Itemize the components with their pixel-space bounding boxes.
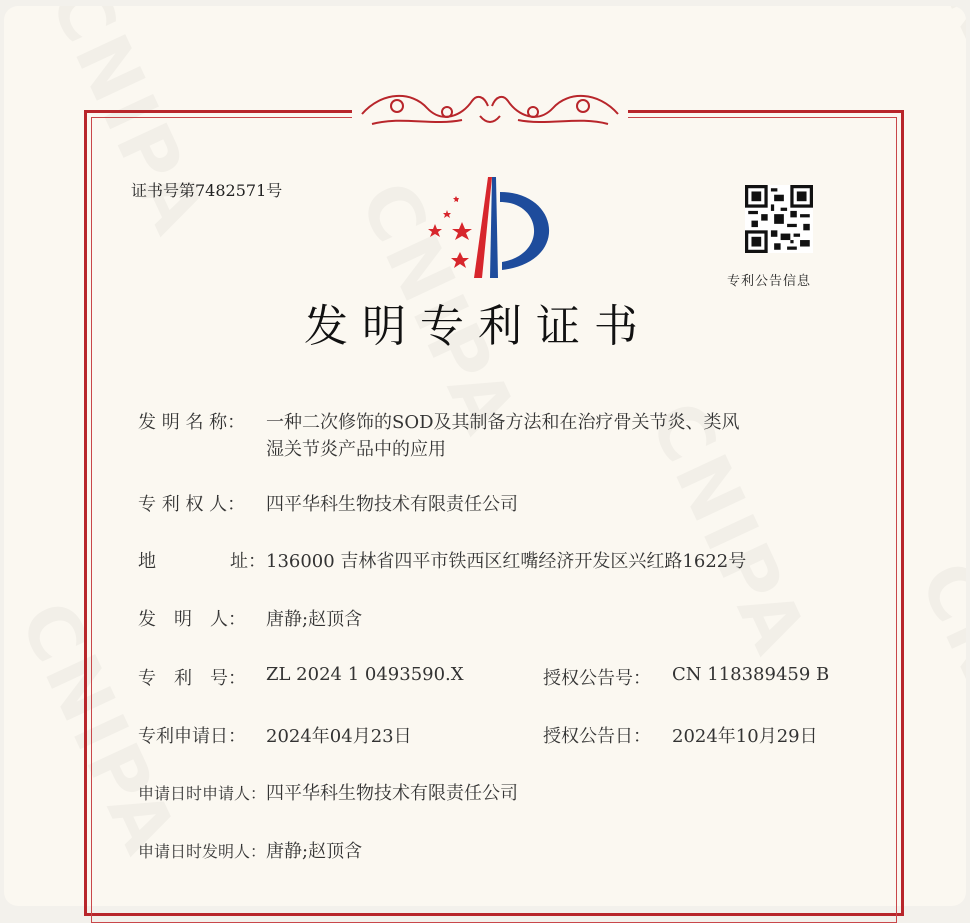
address-value: 136000 吉林省四平市铁西区红嘴经济开发区兴红路1622号 [266, 551, 747, 572]
grant-pub-date-label: 授权公告日： [543, 726, 651, 747]
address-label-suffix: 址： [230, 551, 266, 572]
watermark [903, 549, 966, 829]
invention-name-value-cont: 湿关节炎产品中的应用 [266, 439, 446, 460]
watermark [903, 6, 966, 189]
cnipa-logo-icon [420, 172, 565, 280]
patentee-label: 专 利 权 人： [138, 494, 246, 515]
inventor-at-filing-value: 唐静;赵顶含 [266, 841, 363, 862]
filing-date-value: 2024年04月23日 [266, 726, 412, 747]
grant-pub-number-label: 授权公告号： [543, 668, 651, 689]
applicant-at-filing-value: 四平华科生物技术有限责任公司 [266, 783, 518, 804]
invention-name-label: 发 明 名 称： [138, 412, 246, 433]
patent-number-value: ZL 2024 1 0493590.X [266, 664, 464, 685]
certificate-number: 证书号第7482571号 [131, 181, 283, 200]
patent-number-label: 专 利 号： [138, 668, 246, 689]
page-title: 发明专利证书 [304, 301, 652, 352]
inventor-label: 发 明 人： [138, 609, 246, 630]
applicant-at-filing-label: 申请日时申请人： [138, 784, 267, 803]
qr-label: 专利公告信息 [727, 274, 812, 289]
filing-date-label: 专利申请日： [138, 726, 246, 747]
grant-pub-date-value: 2024年10月29日 [672, 726, 818, 747]
address-label: 地 [138, 551, 156, 572]
inventor-value: 唐静;赵顶含 [266, 609, 363, 630]
invention-name-value: 一种二次修饰的SOD及其制备方法和在治疗骨关节炎、类风 [266, 412, 740, 433]
grant-pub-number-value: CN 118389459 B [672, 664, 830, 685]
qr-code-icon[interactable] [745, 185, 813, 253]
dragon-ornament-icon [352, 86, 628, 132]
inventor-at-filing-label: 申请日时发明人： [138, 842, 267, 861]
patentee-value: 四平华科生物技术有限责任公司 [266, 494, 518, 515]
